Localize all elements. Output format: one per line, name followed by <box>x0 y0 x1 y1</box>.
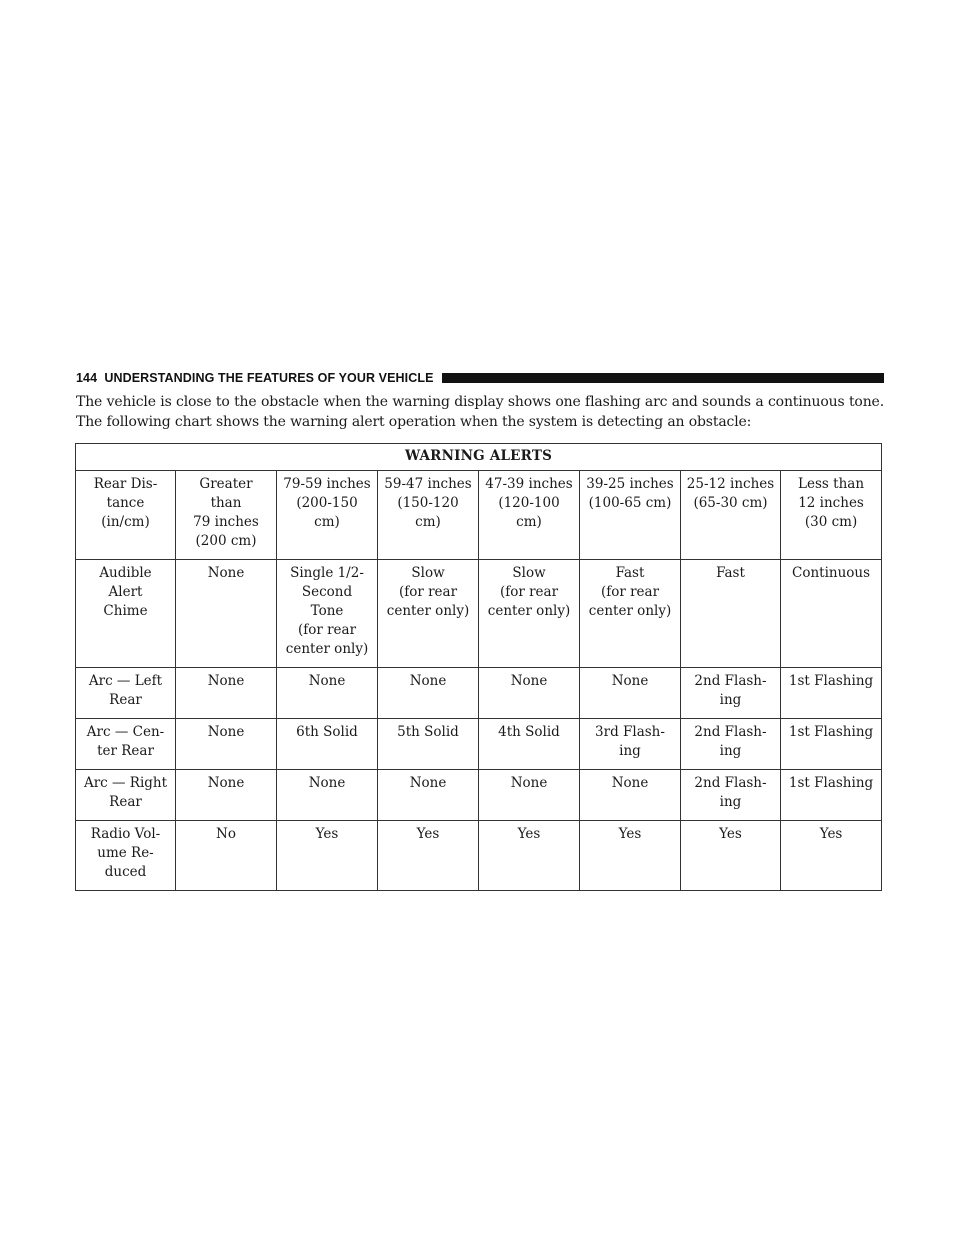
table-cell <box>277 560 378 668</box>
row-label-line: duced <box>104 864 147 880</box>
cell-line: cm) <box>415 514 441 530</box>
warning-alerts-table <box>75 443 882 891</box>
cell-line: 79-59 inches <box>283 476 371 492</box>
table-title: WARNING ALERTS <box>76 444 882 471</box>
cell-line: (for rear <box>297 622 357 638</box>
cell-line: 4th Solid <box>498 724 560 740</box>
table-cell <box>681 668 781 719</box>
cell-line: 1st Flashing <box>788 724 874 740</box>
cell-line: None <box>207 775 245 791</box>
table-cell <box>176 719 277 770</box>
cell-line: None <box>611 775 649 791</box>
cell-line: Continuous <box>792 565 871 581</box>
table-cell <box>781 821 882 891</box>
cell-line: ing <box>719 794 742 810</box>
table-cell <box>277 821 378 891</box>
table-cell <box>176 770 277 821</box>
row-label-line: Arc — Left <box>88 673 163 689</box>
cell-line: None <box>510 775 548 791</box>
table-title-row <box>76 444 882 471</box>
intro-paragraph: The vehicle is close to the obstacle when the warning display shows one flashing arc and sounds a continuous tone. The following chart shows the warning alert operation when the system is detecting an obstacle: <box>76 394 884 430</box>
cell-line: Fast <box>716 565 745 581</box>
cell-line: (for rear <box>499 584 559 600</box>
cell-line: None <box>409 775 447 791</box>
row-label-line: Rear Dis- <box>93 476 158 492</box>
table-cell <box>176 821 277 891</box>
table-cell <box>681 471 781 560</box>
cell-line: (30 cm) <box>804 514 858 530</box>
cell-line: center only) <box>487 603 571 619</box>
cell-line: None <box>207 565 245 581</box>
cell-line: 2nd Flash- <box>694 673 767 689</box>
table-cell <box>781 770 882 821</box>
table-row <box>76 668 882 719</box>
row-label-line: ume Re- <box>97 845 154 861</box>
cell-line: None <box>409 673 447 689</box>
table-cell <box>479 471 580 560</box>
table-cell <box>681 560 781 668</box>
table-cell <box>378 719 479 770</box>
table-cell <box>781 560 882 668</box>
cell-line: None <box>207 724 245 740</box>
row-label-cell <box>76 471 176 560</box>
cell-line: 39-25 inches <box>586 476 674 492</box>
table-cell <box>580 668 681 719</box>
cell-line: center only) <box>285 641 369 657</box>
cell-line: Slow <box>512 565 546 581</box>
cell-line: No <box>216 826 236 842</box>
table-cell <box>277 471 378 560</box>
table-cell <box>479 560 580 668</box>
cell-line: (150-120 <box>397 495 459 511</box>
row-label-line: Arc — Right <box>83 775 168 791</box>
cell-line: None <box>611 673 649 689</box>
cell-line: cm) <box>314 514 340 530</box>
table-cell <box>378 821 479 891</box>
table-cell <box>378 668 479 719</box>
cell-line: (for rear <box>398 584 458 600</box>
cell-line: 79 inches <box>193 514 259 530</box>
cell-line: 1st Flashing <box>788 673 874 689</box>
cell-line: 25-12 inches <box>686 476 775 492</box>
cell-line: (for rear <box>600 584 660 600</box>
table-cell <box>681 719 781 770</box>
cell-line: (120-100 <box>498 495 560 511</box>
table-row <box>76 821 882 891</box>
row-label-line: Alert <box>108 584 143 600</box>
cell-line: 12 inches <box>798 495 864 511</box>
table-cell <box>681 821 781 891</box>
header-rule <box>442 373 884 383</box>
cell-line: None <box>308 775 346 791</box>
cell-line: Tone <box>310 603 344 619</box>
cell-line: 47-39 inches <box>485 476 573 492</box>
cell-line: Yes <box>819 826 843 842</box>
row-label-cell <box>76 821 176 891</box>
cell-line: Single 1/2- <box>290 565 364 581</box>
cell-line: cm) <box>516 514 542 530</box>
row-label-line: Rear <box>109 692 142 708</box>
cell-line: ing <box>619 743 641 759</box>
cell-line: 2nd Flash- <box>694 775 767 791</box>
cell-line: 3rd Flash- <box>595 724 665 740</box>
cell-line: (200-150 <box>296 495 358 511</box>
cell-line: Yes <box>517 826 541 842</box>
page-header-text <box>76 371 434 385</box>
cell-line: 59-47 inches <box>384 476 472 492</box>
cell-line: ing <box>719 692 742 708</box>
table-cell <box>681 770 781 821</box>
row-label-line: Rear <box>109 794 142 810</box>
row-label-cell <box>76 719 176 770</box>
cell-line: None <box>207 673 245 689</box>
table-cell <box>479 668 580 719</box>
cell-line: Yes <box>416 826 440 842</box>
table-cell <box>781 471 882 560</box>
row-label-line: Radio Vol- <box>90 826 161 842</box>
cell-line: 1st Flashing <box>788 775 874 791</box>
cell-line: Yes <box>618 826 642 842</box>
table-cell <box>479 821 580 891</box>
cell-line: (200 cm) <box>195 533 257 549</box>
cell-line: Yes <box>719 826 742 842</box>
table-cell <box>378 471 479 560</box>
row-label-cell <box>76 560 176 668</box>
cell-line: than <box>210 495 242 511</box>
cell-line: 5th Solid <box>397 724 459 740</box>
table-cell <box>277 719 378 770</box>
table-cell <box>781 719 882 770</box>
table-cell <box>378 560 479 668</box>
table-cell <box>277 668 378 719</box>
table-cell <box>580 471 681 560</box>
table-cell <box>781 668 882 719</box>
cell-line: ing <box>719 743 742 759</box>
section-title: UNDERSTANDING THE FEATURES OF YOUR VEHICLE <box>104 371 434 385</box>
cell-line: Slow <box>411 565 445 581</box>
cell-line: 2nd Flash- <box>694 724 767 740</box>
page-header <box>76 370 884 386</box>
table-row <box>76 471 882 560</box>
cell-line: Second <box>301 584 353 600</box>
row-label-cell <box>76 668 176 719</box>
table-row <box>76 560 882 668</box>
table-cell <box>580 719 681 770</box>
cell-line: None <box>308 673 346 689</box>
table-cell <box>277 770 378 821</box>
cell-line: Less than <box>798 476 865 492</box>
row-label-line: Chime <box>103 603 148 619</box>
cell-line: None <box>510 673 548 689</box>
row-label-line: Arc — Cen- <box>86 724 165 740</box>
row-label-line: tance <box>106 495 145 511</box>
table-cell <box>479 719 580 770</box>
table-cell <box>479 770 580 821</box>
table-cell <box>580 821 681 891</box>
table-cell <box>176 668 277 719</box>
row-label-line: ter Rear <box>97 743 154 759</box>
cell-line: center only) <box>588 603 672 619</box>
cell-line: (65-30 cm) <box>693 495 768 511</box>
table-body <box>76 471 882 891</box>
table-cell <box>378 770 479 821</box>
table-row <box>76 719 882 770</box>
cell-line: center only) <box>386 603 470 619</box>
cell-line: Yes <box>315 826 339 842</box>
table-cell <box>176 560 277 668</box>
row-label-line: (in/cm) <box>101 514 150 530</box>
row-label-line: Audible <box>99 565 152 581</box>
table-row <box>76 770 882 821</box>
cell-line: Greater <box>199 476 253 492</box>
row-label-cell <box>76 770 176 821</box>
page-number: 144 <box>76 371 98 385</box>
cell-line: Fast <box>615 565 645 581</box>
cell-line: (100-65 cm) <box>588 495 672 511</box>
table-cell <box>580 560 681 668</box>
cell-line: 6th Solid <box>296 724 358 740</box>
table-cell <box>176 471 277 560</box>
table-cell <box>580 770 681 821</box>
